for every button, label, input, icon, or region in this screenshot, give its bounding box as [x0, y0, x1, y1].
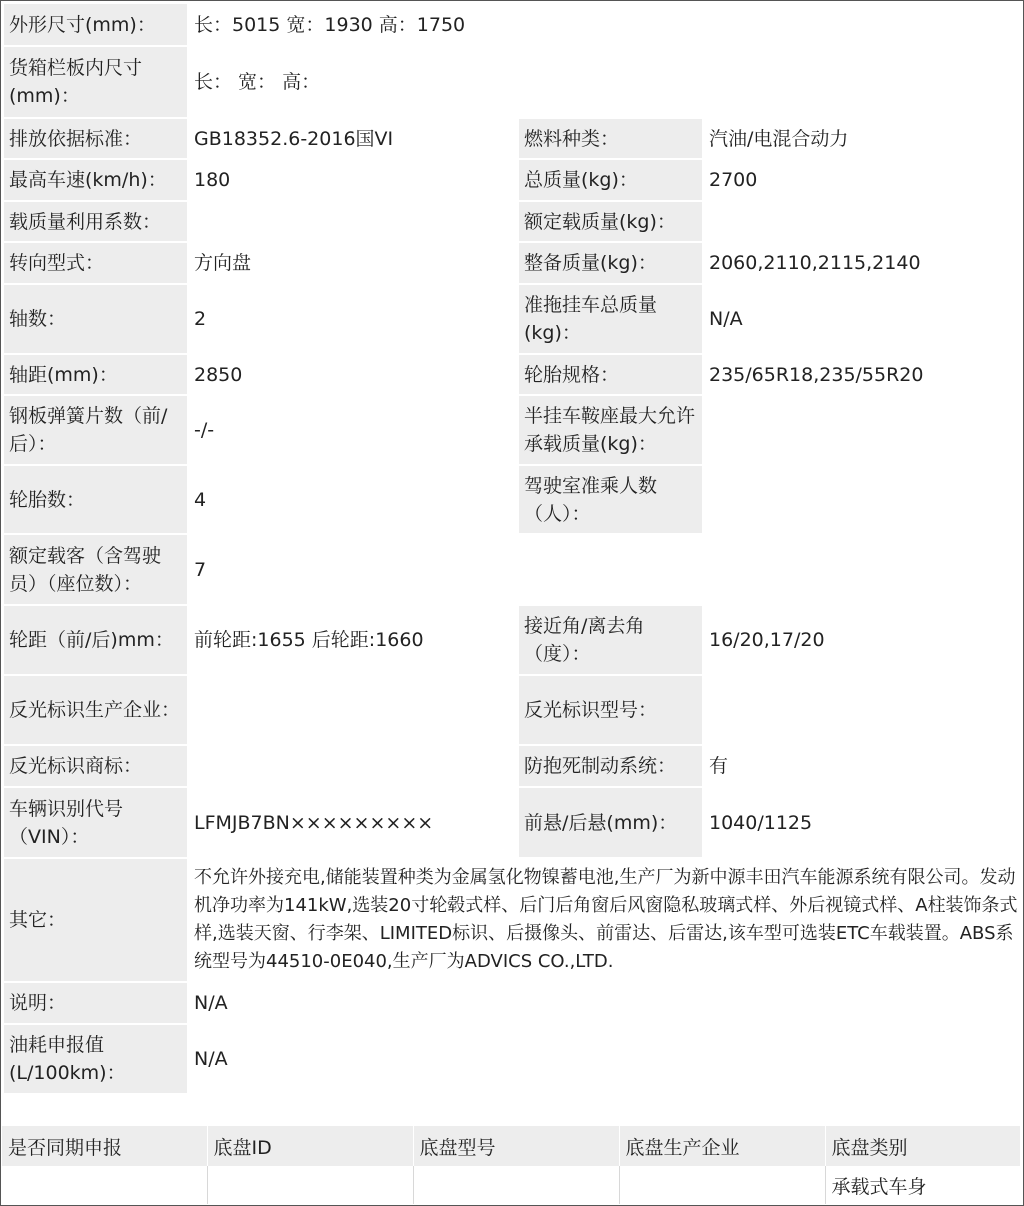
value-overhang: 1040/1125 [703, 787, 1021, 858]
value-wheelbase: 2850 [188, 354, 518, 395]
label-load-factor: 载质量利用系数： [3, 201, 188, 242]
label-leaf-springs: 钢板弹簧片数（前/后）： [3, 395, 188, 465]
spec-row-cargo-box [3, 46, 1021, 118]
chassis-cell-category: 承载式车身 [825, 1166, 1020, 1204]
spec-row-load-factor [3, 201, 1021, 242]
spec-row-track [3, 605, 1021, 675]
value-abs: 有 [703, 745, 1021, 787]
chassis-header-manufacturer: 底盘生产企业 [619, 1126, 825, 1166]
spec-row-dimensions [3, 3, 1021, 46]
spec-row-speed [3, 159, 1021, 201]
value-dimensions: 长：5015 宽：1930 高：1750 [188, 3, 1021, 46]
value-reflector-model [703, 675, 1021, 745]
label-steering: 转向型式： [3, 242, 188, 284]
chassis-cell-id [207, 1166, 413, 1204]
label-max-speed: 最高车速(km/h)： [3, 159, 188, 201]
spec-row-reflector-brand [3, 745, 1021, 787]
label-overhang: 前悬/后悬(mm)： [518, 787, 703, 858]
label-dimensions: 外形尺寸(mm)： [3, 3, 188, 46]
spec-row-other [3, 858, 1021, 982]
value-reflector-maker [188, 675, 518, 745]
value-other: 不允许外接充电,储能装置种类为金属氢化物镍蓄电池,生产厂为新中源丰田汽车能源系统有限公司。发动机净功率为141kW,选装20寸轮毂式样、后门后角窗后风窗隐私玻璃式样、外后视镜式样、A柱装饰条式样,选装天窗、行李架、LIMITED标识、后摄像头、前雷达、后雷达,该车型可选装ETC车载装置。ABS系统型号为44510-0E040,生产厂为ADVICS CO.,LTD. [188, 858, 1021, 982]
value-axle-count: 2 [188, 284, 518, 354]
value-tire-spec: 235/65R18,235/55R20 [703, 354, 1021, 395]
chassis-data-row [2, 1166, 1020, 1204]
vehicle-spec-table [2, 2, 1022, 1095]
spec-row-steering [3, 242, 1021, 284]
label-axle-count: 轴数： [3, 284, 188, 354]
value-rated-load [703, 201, 1021, 242]
value-total-mass: 2700 [703, 159, 1021, 201]
label-emission-standard: 排放依据标准： [3, 118, 188, 159]
chassis-header-model: 底盘型号 [413, 1126, 619, 1166]
chassis-cell-model [413, 1166, 619, 1204]
value-steering: 方向盘 [188, 242, 518, 284]
chassis-table [2, 1126, 1020, 1204]
label-other: 其它： [3, 858, 188, 982]
chassis-header-id: 底盘ID [207, 1126, 413, 1166]
label-reflector-brand: 反光标识商标： [3, 745, 188, 787]
value-cab-occupants [703, 465, 1021, 534]
label-vin: 车辆识别代号（VIN）： [3, 787, 188, 858]
label-notes: 说明： [3, 982, 188, 1024]
spec-row-seats [3, 534, 1021, 605]
label-total-mass: 总质量(kg)： [518, 159, 703, 201]
value-tire-count: 4 [188, 465, 518, 534]
spec-row-notes [3, 982, 1021, 1024]
label-saddle-load: 半挂车鞍座最大允许承载质量(kg)： [518, 395, 703, 465]
value-load-factor [188, 201, 518, 242]
value-fuel-type: 汽油/电混合动力 [703, 118, 1021, 159]
spec-row-reflector-maker [3, 675, 1021, 745]
value-max-speed: 180 [188, 159, 518, 201]
spec-row-vin [3, 787, 1021, 858]
value-saddle-load [703, 395, 1021, 465]
value-leaf-springs: -/- [188, 395, 518, 465]
spec-row-springs [3, 395, 1021, 465]
label-cargo-box: 货箱栏板内尺寸(mm)： [3, 46, 188, 118]
label-reflector-model: 反光标识型号： [518, 675, 703, 745]
chassis-header-row [2, 1126, 1020, 1166]
label-track-width: 轮距（前/后)mm： [3, 605, 188, 675]
spec-row-tires [3, 465, 1021, 534]
label-rated-passengers: 额定载客（含驾驶员）（座位数）： [3, 534, 188, 605]
label-reflector-maker: 反光标识生产企业： [3, 675, 188, 745]
value-curb-mass: 2060,2110,2115,2140 [703, 242, 1021, 284]
label-trailer-mass: 准拖挂车总质量(kg)： [518, 284, 703, 354]
value-reflector-brand [188, 745, 518, 787]
chassis-cell-manufacturer [619, 1166, 825, 1204]
label-rated-load: 额定载质量(kg)： [518, 201, 703, 242]
spec-row-emission [3, 118, 1021, 159]
label-tire-spec: 轮胎规格： [518, 354, 703, 395]
label-tire-count: 轮胎数： [3, 465, 188, 534]
label-approach-departure: 接近角/离去角（度）： [518, 605, 703, 675]
spec-row-wheelbase [3, 354, 1021, 395]
value-rated-passengers: 7 [188, 534, 1021, 605]
value-cargo-box: 长： 宽： 高： [188, 46, 1021, 118]
label-abs: 防抱死制动系统： [518, 745, 703, 787]
chassis-header-sync-filing: 是否同期申报 [2, 1126, 207, 1166]
value-emission-standard: GB18352.6-2016国VI [188, 118, 518, 159]
value-track-width: 前轮距:1655 后轮距:1660 [188, 605, 518, 675]
value-fuel-consumption: N/A [188, 1024, 1021, 1094]
chassis-cell-sync-filing [2, 1166, 207, 1204]
spec-row-fuel-consumption [3, 1024, 1021, 1094]
spec-row-axles [3, 284, 1021, 354]
label-fuel-consumption: 油耗申报值(L/100km)： [3, 1024, 188, 1094]
value-vin: LFMJB7BN××××××××× [188, 787, 518, 858]
chassis-header-category: 底盘类别 [825, 1126, 1020, 1166]
label-fuel-type: 燃料种类： [518, 118, 703, 159]
value-approach-departure: 16/20,17/20 [703, 605, 1021, 675]
label-curb-mass: 整备质量(kg)： [518, 242, 703, 284]
label-wheelbase: 轴距(mm)： [3, 354, 188, 395]
value-trailer-mass: N/A [703, 284, 1021, 354]
label-cab-occupants: 驾驶室准乘人数（人）： [518, 465, 703, 534]
value-notes: N/A [188, 982, 1021, 1024]
